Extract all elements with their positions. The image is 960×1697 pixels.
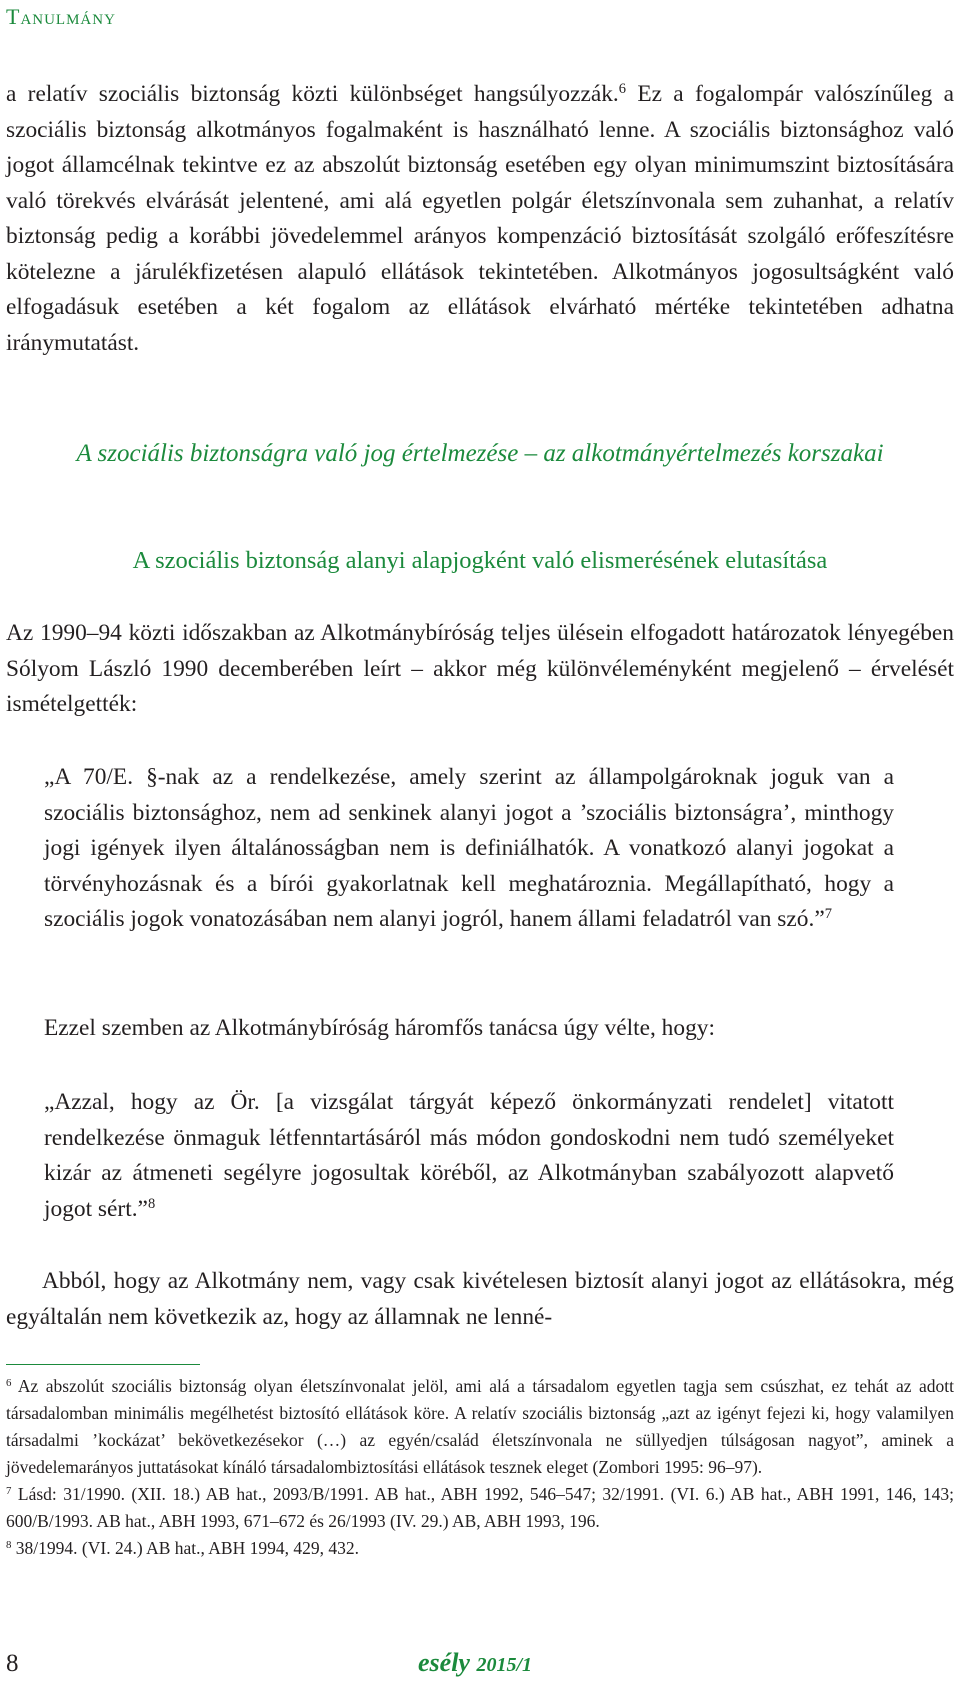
- block-quote-2: [44, 1085, 894, 1227]
- block-quote-1: [44, 760, 894, 938]
- block-quote-2-text: „Azzal, hogy az Ör. [a vizsgálat tárgyát képező önkormányzati rendelet] vitatott rendelkezése önmaguk létfenntartásáról más módon gondoskodni nem tudó személyeket kizár az átmeneti segélyre jogosultak köréből, az Alkotmányban szabályozott alapvető jogot sért.”: [44, 1089, 894, 1222]
- footnote-text: Az abszolút szociális biztonság olyan életszínvonalat jelöl, ami alá a társadalom egyetlen tagja sem csúszhat, ez tehát az adott társadalomban minimális megélhetést biztosító ellátások köre. A relatív szociális biztonság „azt az igényt fejezi ki, hogy valamilyen társadalmi ’kockázat’ bekövetkezésekor (…) az egyén/család életszínvonala ne süllyedjen túlságosan nagyot”, aminek a jövedelemarányos juttatásokat kínáló társadalombiztosítási ellátások tesznek eleget (Zombori 1995: 96–97).: [6, 1376, 954, 1477]
- paragraph-1-rest: Ez a fogalompár valószínűleg a szociális biztonság alkotmányos fogalmaként is használható lenne. A szociális biztonsághoz való jogot államcélnak tekintve ez az abszolút biztonság esetében egy olyan minimumszint biztosítására való törekvés elvárását jelentené, ami alá egyetlen polgár életszínvonala sem zuhanhat, a relatív biztonság pedig a korábbi jövedelemmel arányos kompenzáció biztosítását szolgáló erőfeszítésre kötelezne a járulékfizetésen alapuló ellátások tekintetében. Alkotmányos jogosultságként való elfogadásuk esetében a két fogalom az ellátások elvárható mértéke tekintetében adhatna iránymutatást.: [6, 81, 954, 356]
- footnote-text: 38/1994. (VI. 24.) AB hat., ABH 1994, 429, 432.: [11, 1538, 359, 1558]
- footnote-number: 6: [6, 1377, 12, 1390]
- subsection-heading: A szociális biztonság alanyi alapjogként való elismerésének elutasítása: [132, 547, 828, 574]
- section-heading: A szociális biztonságra való jog értelmezése – az alkotmányértelmezés korszakai: [76, 440, 884, 467]
- footnote-7: [6, 1481, 954, 1535]
- footnote-number: 7: [6, 1485, 12, 1498]
- footnote-ref-7[interactable]: 7: [824, 906, 832, 923]
- running-title: Tanulmány: [6, 4, 116, 29]
- footnote-ref-6[interactable]: 6: [618, 81, 627, 98]
- footnote-8: [6, 1535, 954, 1562]
- footnote-text: Lásd: 31/1990. (XII. 18.) AB hat., 2093/B/1991. AB hat., ABH 1992, 546–547; 32/1991. (VI. 6.) AB hat., ABH 1991, 146, 143; 600/B/1993. AB hat., ABH 1993, 671–672 és 26/1993 (IV. 29.) AB, ABH 1993, 196.: [6, 1484, 954, 1531]
- footnotes: [6, 1373, 954, 1562]
- paragraph-2: Az 1990–94 közti időszakban az Alkotmánybíróság teljes ülésein elfogadott határozatok lényegében Sólyom László 1990 decemberében leírt – akkor még különvéleményként megjelenő – érvelését ismételgették:: [6, 620, 954, 717]
- journal-issue: 2015/1: [476, 1654, 533, 1676]
- footnote-ref-8[interactable]: 8: [147, 1195, 156, 1212]
- page-number: 8: [6, 1650, 19, 1677]
- journal-name: esély: [418, 1648, 470, 1677]
- footnote-6: [6, 1373, 954, 1481]
- footnote-number: 8: [6, 1539, 12, 1552]
- paragraph-1-text: a relatív szociális biztonság közti különbséget hangsúlyozzák.: [6, 81, 619, 107]
- footnote-divider: [6, 1364, 200, 1365]
- paragraph-1: [6, 77, 954, 361]
- intro-line: Ezzel szemben az Alkotmánybíróság háromfős tanácsa úgy vélte, hogy:: [44, 1015, 715, 1041]
- journal-brand: [418, 1648, 532, 1678]
- paragraph-3: Abból, hogy az Alkotmány nem, vagy csak kivételesen biztosít alanyi jogot az ellátásokra, még egyáltalán nem következik az, hogy az államnak ne lenné-: [6, 1268, 954, 1330]
- block-quote-1-text: „A 70/E. §-nak az a rendelkezése, amely szerint az állampolgároknak joguk van a szociális biztonsághoz, nem ad senkinek alanyi jogot a ’szociális biztonságra’, minthogy jogi igények ilyen általánosságban nem is definiálhatók. A vonatkozó alanyi jogokat a törvényhozásnak és a bírói gyakorlatnak kell meghatároznia. Megállapítható, hogy a szociális jogok vonatozásában nem alanyi jogról, hanem állami feladatról van szó.”: [44, 764, 894, 932]
